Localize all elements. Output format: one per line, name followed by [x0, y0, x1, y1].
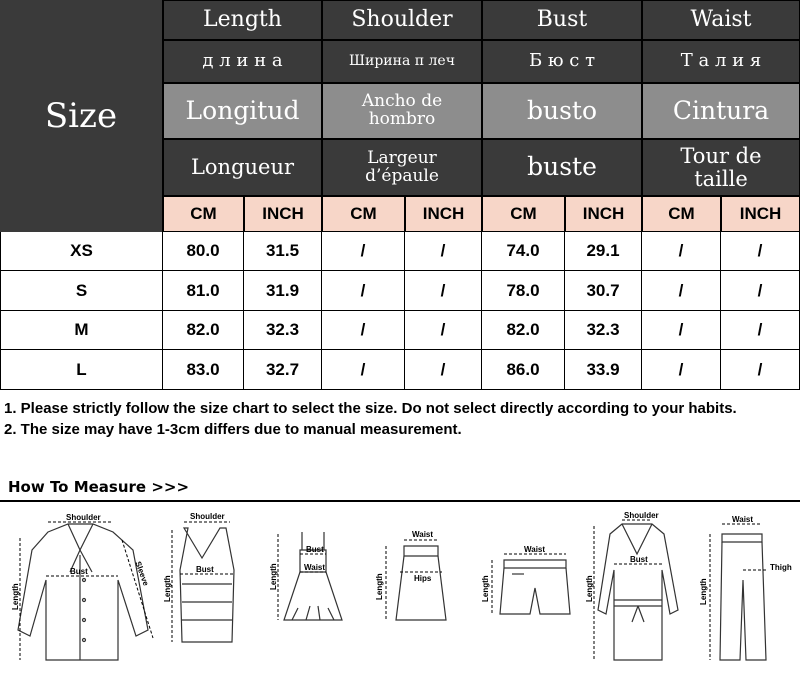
coat-diagram — [585, 510, 688, 670]
label-waist: Waist — [524, 545, 546, 554]
measurement-cell: / — [322, 350, 405, 390]
header-shoulder-ru: Ширина п леч — [322, 40, 482, 83]
measurement-cell: / — [642, 311, 721, 350]
size-cell: S — [0, 271, 163, 311]
header-bust-es: busto — [482, 83, 642, 139]
unit-waist-cm: CM — [642, 196, 721, 232]
measurement-cell: 74.0 — [482, 232, 565, 271]
measurement-cell: / — [721, 311, 800, 350]
measurement-cell: / — [721, 350, 800, 390]
unit-shoulder-inch: INCH — [405, 196, 482, 232]
measurement-cell: 29.1 — [565, 232, 642, 271]
measurement-cell: 78.0 — [482, 271, 565, 311]
unit-length-inch: INCH — [244, 196, 322, 232]
unit-shoulder-cm: CM — [322, 196, 405, 232]
pants-diagram — [696, 510, 796, 670]
label-waist: Waist — [732, 515, 754, 524]
header-length-en: Length — [163, 0, 322, 40]
unit-bust-cm: CM — [482, 196, 565, 232]
label-waist: Waist — [304, 563, 326, 572]
skirt-diagram — [370, 510, 460, 670]
measurement-cell: / — [405, 350, 482, 390]
label-bust: Bust — [306, 545, 324, 554]
measurement-cell: / — [721, 271, 800, 311]
header-waist-en: Waist — [642, 0, 800, 40]
measurement-cell: 33.9 — [565, 350, 642, 390]
shorts-diagram — [478, 510, 583, 670]
label-bust: Bust — [70, 567, 88, 576]
divider — [0, 500, 800, 502]
note-2: 2. The size may have 1-3cm differs due to manual measurement. — [4, 421, 462, 438]
measurement-cell: 31.9 — [244, 271, 322, 311]
measurement-cell: 30.7 — [565, 271, 642, 311]
measurement-cell: / — [405, 271, 482, 311]
label-length: Length — [481, 575, 490, 602]
size-notes — [4, 398, 796, 440]
label-length: Length — [163, 575, 172, 602]
measurement-cell: / — [405, 232, 482, 271]
header-bust-en: Bust — [482, 0, 642, 40]
header-length-fr: Longueur — [163, 139, 322, 196]
measurement-cell: / — [405, 311, 482, 350]
size-header: Size — [0, 0, 163, 232]
header-length-es: Longitud — [163, 83, 322, 139]
unit-length-cm: CM — [163, 196, 244, 232]
measurement-cell: / — [642, 232, 721, 271]
header-waist-ru: Т а л и я — [642, 40, 800, 83]
label-thigh: Thigh — [770, 563, 792, 572]
header-bust-fr: buste — [482, 139, 642, 196]
label-length: Length — [585, 575, 594, 602]
label-length: Length — [11, 583, 20, 610]
measurement-cell: / — [642, 271, 721, 311]
measurement-cell: / — [721, 232, 800, 271]
label-waist: Waist — [412, 530, 434, 539]
measurement-cell: 86.0 — [482, 350, 565, 390]
blouse-diagram — [8, 510, 158, 670]
label-hips: Hips — [414, 574, 432, 583]
measurement-cell: 81.0 — [163, 271, 244, 311]
label-length: Length — [699, 578, 708, 605]
label-shoulder: Shoulder — [66, 513, 101, 522]
label-bust: Bust — [196, 565, 214, 574]
size-cell: L — [0, 350, 163, 390]
label-bust: Bust — [630, 555, 648, 564]
size-cell: XS — [0, 232, 163, 271]
tank-diagram — [162, 510, 252, 670]
measurement-cell: 83.0 — [163, 350, 244, 390]
measurement-cell: / — [322, 232, 405, 271]
measurement-cell: / — [642, 350, 721, 390]
header-waist-fr: Tour de taille — [642, 139, 800, 196]
measurement-cell: 82.0 — [163, 311, 244, 350]
header-shoulder-en: Shoulder — [322, 0, 482, 40]
unit-waist-inch: INCH — [721, 196, 800, 232]
dress-diagram — [270, 510, 355, 670]
measurement-cell: 80.0 — [163, 232, 244, 271]
measurement-cell: 32.7 — [244, 350, 322, 390]
measurement-cell: 32.3 — [244, 311, 322, 350]
measurement-cell: 32.3 — [565, 311, 642, 350]
measurement-cell: / — [322, 311, 405, 350]
header-length-ru: д л и н а — [163, 40, 322, 83]
header-bust-ru: Б ю с т — [482, 40, 642, 83]
label-shoulder: Shoulder — [190, 512, 225, 521]
measurement-cell: / — [322, 271, 405, 311]
label-length: Length — [269, 563, 278, 590]
size-cell: M — [0, 311, 163, 350]
label-sleeve: Sleeve — [133, 560, 151, 587]
header-waist-es: Cintura — [642, 83, 800, 139]
how-to-measure-title: How To Measure >>> — [8, 478, 190, 496]
label-length: Length — [375, 573, 384, 600]
measurement-cell: 31.5 — [244, 232, 322, 271]
unit-bust-inch: INCH — [565, 196, 642, 232]
measurement-cell: 82.0 — [482, 311, 565, 350]
header-shoulder-es: Ancho de hombro — [322, 83, 482, 139]
note-1: 1. Please strictly follow the size chart to select the size. Do not select directly according to your habits. — [4, 400, 737, 417]
label-shoulder: Shoulder — [624, 511, 659, 520]
header-shoulder-fr: Largeur d’épaule — [322, 139, 482, 196]
